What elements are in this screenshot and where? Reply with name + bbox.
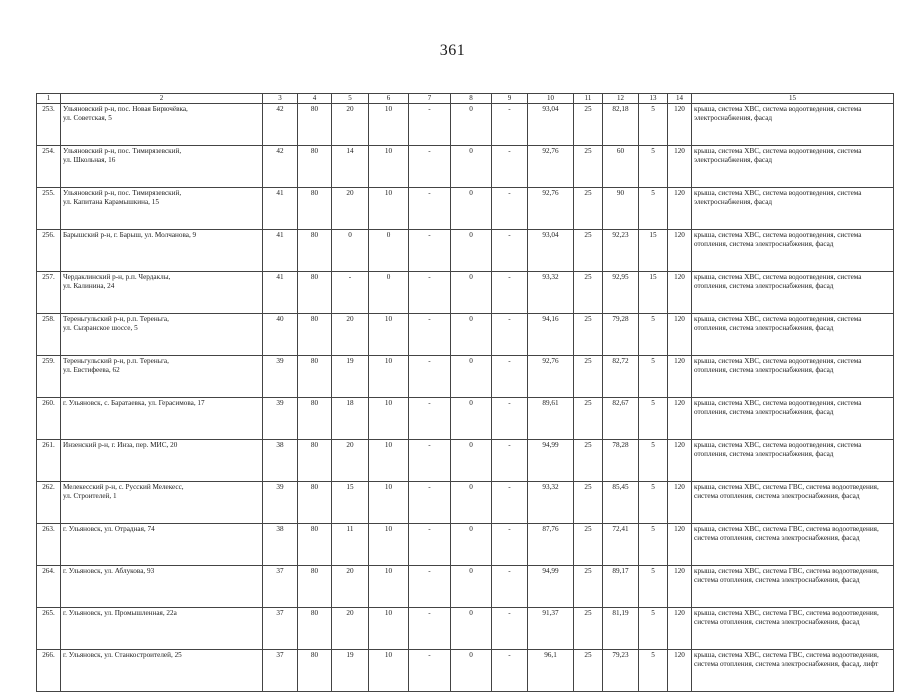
value-cell-c5: 20 <box>332 608 369 650</box>
value-cell-c5: 18 <box>332 398 369 440</box>
column-header: 11 <box>574 94 603 104</box>
value-cell-c6: 10 <box>369 398 409 440</box>
value-cell-c13: 15 <box>639 230 668 272</box>
column-header: 10 <box>528 94 574 104</box>
value-cell-c13: 5 <box>639 146 668 188</box>
value-cell-c7: - <box>409 230 451 272</box>
address-cell <box>61 608 263 650</box>
value-cell-c13: 5 <box>639 650 668 692</box>
value-cell-c8: 0 <box>451 314 492 356</box>
address-cell <box>61 524 263 566</box>
value-cell-c5: 19 <box>332 356 369 398</box>
table-row <box>37 650 894 692</box>
address-line-1: г. Ульяновск, ул. Отрадная, 74 <box>63 525 155 533</box>
row-number-cell: 260. <box>37 398 61 440</box>
value-cell-c10: 93,32 <box>528 482 574 524</box>
value-cell-c8: 0 <box>451 608 492 650</box>
value-cell-c14: 120 <box>668 482 692 524</box>
value-cell-c7: - <box>409 524 451 566</box>
value-cell-c5: 20 <box>332 440 369 482</box>
address-line-1: Ульяновский р-н, пос. Тимирязевский, <box>63 147 182 155</box>
value-cell-c14: 120 <box>668 314 692 356</box>
works-cell: крыша, система ХВС, система ГВС, система водоотведения, система отопления, система электроснабжения, фасад <box>692 524 894 566</box>
value-cell-c11: 25 <box>574 272 603 314</box>
value-cell-c3: 41 <box>263 230 298 272</box>
value-cell-c12: 79,23 <box>603 650 639 692</box>
row-number-cell: 266. <box>37 650 61 692</box>
value-cell-c10: 89,61 <box>528 398 574 440</box>
value-cell-c10: 93,04 <box>528 230 574 272</box>
value-cell-c11: 25 <box>574 440 603 482</box>
value-cell-c4: 80 <box>298 608 332 650</box>
value-cell-c14: 120 <box>668 356 692 398</box>
value-cell-c10: 94,99 <box>528 440 574 482</box>
value-cell-c7: - <box>409 566 451 608</box>
value-cell-c14: 120 <box>668 104 692 146</box>
table-row <box>37 188 894 230</box>
value-cell-c4: 80 <box>298 566 332 608</box>
value-cell-c7: - <box>409 146 451 188</box>
value-cell-c4: 80 <box>298 188 332 230</box>
address-cell <box>61 230 263 272</box>
value-cell-c5: 20 <box>332 314 369 356</box>
value-cell-c12: 79,28 <box>603 314 639 356</box>
value-cell-c14: 120 <box>668 230 692 272</box>
address-line-2: ул. Евстифеева, 62 <box>63 366 120 374</box>
address-line-1: Барышский р-н, г. Барыш, ул. Молчанова, 9 <box>63 231 197 239</box>
value-cell-c8: 0 <box>451 398 492 440</box>
value-cell-c11: 25 <box>574 188 603 230</box>
value-cell-c10: 91,37 <box>528 608 574 650</box>
table-row <box>37 440 894 482</box>
table-row <box>37 104 894 146</box>
address-line-2: ул. Школьная, 16 <box>63 156 116 164</box>
value-cell-c9: - <box>492 146 528 188</box>
value-cell-c8: 0 <box>451 566 492 608</box>
value-cell-c10: 96,1 <box>528 650 574 692</box>
table-row <box>37 146 894 188</box>
value-cell-c6: 0 <box>369 272 409 314</box>
value-cell-c6: 10 <box>369 566 409 608</box>
works-cell: крыша, система ХВС, система ГВС, система водоотведения, система отопления, система электроснабжения, фасад <box>692 566 894 608</box>
row-number-cell: 258. <box>37 314 61 356</box>
value-cell-c12: 82,72 <box>603 356 639 398</box>
address-cell <box>61 272 263 314</box>
value-cell-c4: 80 <box>298 482 332 524</box>
works-cell: крыша, система ХВС, система водоотведения, система отопления, система электроснабжения, фасад <box>692 314 894 356</box>
table-row <box>37 398 894 440</box>
column-header: 5 <box>332 94 369 104</box>
column-number-header-row <box>37 94 894 104</box>
table-row <box>37 314 894 356</box>
value-cell-c6: 10 <box>369 356 409 398</box>
works-cell: крыша, система ХВС, система водоотведения, система отопления, система электроснабжения, фасад <box>692 356 894 398</box>
address-line-2: ул. Калинина, 24 <box>63 282 115 290</box>
value-cell-c11: 25 <box>574 314 603 356</box>
address-cell <box>61 356 263 398</box>
address-cell <box>61 146 263 188</box>
value-cell-c4: 80 <box>298 356 332 398</box>
value-cell-c3: 37 <box>263 608 298 650</box>
address-line-1: Инзенский р-н, г. Инза, пер. МИС, 20 <box>63 441 178 449</box>
works-cell: крыша, система ХВС, система водоотведения, система отопления, система электроснабжения, фасад <box>692 440 894 482</box>
address-line-1: г. Ульяновск, ул. Аблукова, 93 <box>63 567 155 575</box>
value-cell-c6: 10 <box>369 650 409 692</box>
column-header: 7 <box>409 94 451 104</box>
value-cell-c10: 92,76 <box>528 146 574 188</box>
value-cell-c5: 15 <box>332 482 369 524</box>
works-cell: крыша, система ХВС, система водоотведения, система отопления, система электроснабжения, фасад <box>692 272 894 314</box>
value-cell-c9: - <box>492 398 528 440</box>
works-cell: крыша, система ХВС, система ГВС, система водоотведения, система отопления, система электроснабжения, фасад, лифт <box>692 650 894 692</box>
table-row <box>37 356 894 398</box>
value-cell-c13: 5 <box>639 566 668 608</box>
table-row <box>37 482 894 524</box>
value-cell-c3: 39 <box>263 398 298 440</box>
column-header: 3 <box>263 94 298 104</box>
value-cell-c14: 120 <box>668 398 692 440</box>
column-header: 12 <box>603 94 639 104</box>
value-cell-c4: 80 <box>298 230 332 272</box>
value-cell-c9: - <box>492 356 528 398</box>
value-cell-c13: 5 <box>639 398 668 440</box>
value-cell-c3: 38 <box>263 524 298 566</box>
value-cell-c7: - <box>409 440 451 482</box>
column-header: 15 <box>692 94 894 104</box>
value-cell-c12: 78,28 <box>603 440 639 482</box>
value-cell-c14: 120 <box>668 146 692 188</box>
value-cell-c11: 25 <box>574 146 603 188</box>
value-cell-c11: 25 <box>574 650 603 692</box>
value-cell-c12: 72,41 <box>603 524 639 566</box>
value-cell-c12: 92,23 <box>603 230 639 272</box>
table-row <box>37 608 894 650</box>
value-cell-c14: 120 <box>668 524 692 566</box>
value-cell-c12: 90 <box>603 188 639 230</box>
value-cell-c6: 10 <box>369 146 409 188</box>
value-cell-c10: 92,76 <box>528 356 574 398</box>
row-number-cell: 261. <box>37 440 61 482</box>
works-cell: крыша, система ХВС, система водоотведения, система отопления, система электроснабжения, фасад <box>692 398 894 440</box>
row-number-cell: 256. <box>37 230 61 272</box>
value-cell-c7: - <box>409 608 451 650</box>
value-cell-c7: - <box>409 482 451 524</box>
value-cell-c9: - <box>492 608 528 650</box>
value-cell-c5: 19 <box>332 650 369 692</box>
address-line-2: ул. Сызранское шоссе, 5 <box>63 324 138 332</box>
value-cell-c13: 5 <box>639 356 668 398</box>
address-line-1: Тереньгульский р-н, р.п. Тереньга, <box>63 315 169 323</box>
address-line-2: ул. Строителей, 1 <box>63 492 117 500</box>
column-header: 9 <box>492 94 528 104</box>
value-cell-c5: 20 <box>332 566 369 608</box>
address-line-1: Тереньгульский р-н, р.п. Тереньга, <box>63 357 169 365</box>
address-line-1: Ульяновский р-н, пос. Новая Бирючёвка, <box>63 105 188 113</box>
address-cell <box>61 440 263 482</box>
value-cell-c3: 37 <box>263 566 298 608</box>
works-cell: крыша, система ХВС, система водоотведения, система электроснабжения, фасад <box>692 146 894 188</box>
value-cell-c5: 0 <box>332 230 369 272</box>
value-cell-c9: - <box>492 104 528 146</box>
value-cell-c7: - <box>409 356 451 398</box>
address-line-1: г. Ульяновск, ул. Станкостроителей, 25 <box>63 651 182 659</box>
value-cell-c12: 92,95 <box>603 272 639 314</box>
value-cell-c10: 94,99 <box>528 566 574 608</box>
value-cell-c14: 120 <box>668 440 692 482</box>
works-cell: крыша, система ХВС, система водоотведения, система отопления, система электроснабжения, фасад <box>692 230 894 272</box>
value-cell-c4: 80 <box>298 398 332 440</box>
value-cell-c3: 42 <box>263 146 298 188</box>
value-cell-c12: 60 <box>603 146 639 188</box>
value-cell-c8: 0 <box>451 104 492 146</box>
value-cell-c7: - <box>409 314 451 356</box>
value-cell-c10: 87,76 <box>528 524 574 566</box>
value-cell-c6: 0 <box>369 230 409 272</box>
value-cell-c12: 85,45 <box>603 482 639 524</box>
value-cell-c9: - <box>492 566 528 608</box>
value-cell-c14: 120 <box>668 566 692 608</box>
value-cell-c3: 41 <box>263 188 298 230</box>
value-cell-c5: 20 <box>332 104 369 146</box>
value-cell-c5: 14 <box>332 146 369 188</box>
value-cell-c3: 39 <box>263 482 298 524</box>
row-number-cell: 262. <box>37 482 61 524</box>
row-number-cell: 263. <box>37 524 61 566</box>
value-cell-c10: 94,16 <box>528 314 574 356</box>
value-cell-c7: - <box>409 188 451 230</box>
table-body <box>37 94 894 692</box>
value-cell-c13: 5 <box>639 104 668 146</box>
address-cell <box>61 482 263 524</box>
address-line-2: ул. Советская, 5 <box>63 114 112 122</box>
row-number-cell: 265. <box>37 608 61 650</box>
value-cell-c13: 5 <box>639 482 668 524</box>
value-cell-c11: 25 <box>574 398 603 440</box>
address-line-1: г. Ульяновск, с. Баратаевка, ул. Герасимова, 17 <box>63 399 205 407</box>
value-cell-c5: - <box>332 272 369 314</box>
value-cell-c3: 40 <box>263 314 298 356</box>
value-cell-c4: 80 <box>298 272 332 314</box>
works-cell: крыша, система ХВС, система ГВС, система водоотведения, система отопления, система электроснабжения, фасад <box>692 608 894 650</box>
table-row <box>37 566 894 608</box>
address-line-1: Чердаклинский р-н, р.п. Чердаклы, <box>63 273 171 281</box>
value-cell-c14: 120 <box>668 272 692 314</box>
value-cell-c5: 11 <box>332 524 369 566</box>
value-cell-c11: 25 <box>574 230 603 272</box>
value-cell-c9: - <box>492 524 528 566</box>
value-cell-c13: 5 <box>639 524 668 566</box>
row-number-cell: 253. <box>37 104 61 146</box>
value-cell-c14: 120 <box>668 650 692 692</box>
row-number-cell: 259. <box>37 356 61 398</box>
value-cell-c9: - <box>492 314 528 356</box>
value-cell-c8: 0 <box>451 272 492 314</box>
value-cell-c10: 92,76 <box>528 188 574 230</box>
address-cell <box>61 566 263 608</box>
value-cell-c11: 25 <box>574 356 603 398</box>
value-cell-c12: 82,67 <box>603 398 639 440</box>
column-header: 6 <box>369 94 409 104</box>
value-cell-c4: 80 <box>298 650 332 692</box>
works-cell: крыша, система ХВС, система ГВС, система водоотведения, система отопления, система электроснабжения, фасад <box>692 482 894 524</box>
value-cell-c9: - <box>492 230 528 272</box>
value-cell-c12: 89,17 <box>603 566 639 608</box>
value-cell-c9: - <box>492 650 528 692</box>
value-cell-c9: - <box>492 188 528 230</box>
value-cell-c6: 10 <box>369 608 409 650</box>
value-cell-c11: 25 <box>574 608 603 650</box>
value-cell-c8: 0 <box>451 440 492 482</box>
value-cell-c11: 25 <box>574 524 603 566</box>
column-header: 4 <box>298 94 332 104</box>
value-cell-c9: - <box>492 272 528 314</box>
value-cell-c7: - <box>409 398 451 440</box>
works-cell: крыша, система ХВС, система водоотведения, система электроснабжения, фасад <box>692 104 894 146</box>
value-cell-c7: - <box>409 272 451 314</box>
value-cell-c4: 80 <box>298 146 332 188</box>
value-cell-c8: 0 <box>451 650 492 692</box>
value-cell-c5: 20 <box>332 188 369 230</box>
column-header: 2 <box>61 94 263 104</box>
value-cell-c13: 15 <box>639 272 668 314</box>
value-cell-c13: 5 <box>639 188 668 230</box>
value-cell-c7: - <box>409 104 451 146</box>
value-cell-c8: 0 <box>451 230 492 272</box>
value-cell-c13: 5 <box>639 440 668 482</box>
address-line-1: Ульяновский р-н, пос. Тимирязевский, <box>63 189 182 197</box>
value-cell-c3: 39 <box>263 356 298 398</box>
value-cell-c4: 80 <box>298 440 332 482</box>
value-cell-c8: 0 <box>451 188 492 230</box>
value-cell-c8: 0 <box>451 482 492 524</box>
value-cell-c6: 10 <box>369 440 409 482</box>
address-line-2: ул. Капитана Карамышкина, 15 <box>63 198 159 206</box>
value-cell-c10: 93,04 <box>528 104 574 146</box>
value-cell-c8: 0 <box>451 524 492 566</box>
value-cell-c6: 10 <box>369 482 409 524</box>
value-cell-c6: 10 <box>369 314 409 356</box>
address-cell <box>61 188 263 230</box>
value-cell-c4: 80 <box>298 314 332 356</box>
value-cell-c6: 10 <box>369 188 409 230</box>
value-cell-c14: 120 <box>668 188 692 230</box>
value-cell-c6: 10 <box>369 524 409 566</box>
housing-registry-table <box>36 93 894 692</box>
value-cell-c3: 42 <box>263 104 298 146</box>
column-header: 8 <box>451 94 492 104</box>
address-cell <box>61 398 263 440</box>
row-number-cell: 254. <box>37 146 61 188</box>
row-number-cell: 255. <box>37 188 61 230</box>
value-cell-c12: 81,19 <box>603 608 639 650</box>
address-line-1: Мелекесский р-н, с. Русский Мелекесс, <box>63 483 184 491</box>
value-cell-c4: 80 <box>298 524 332 566</box>
address-line-1: г. Ульяновск, ул. Промышленная, 22а <box>63 609 177 617</box>
value-cell-c3: 38 <box>263 440 298 482</box>
value-cell-c9: - <box>492 440 528 482</box>
value-cell-c11: 25 <box>574 566 603 608</box>
column-header: 14 <box>668 94 692 104</box>
value-cell-c14: 120 <box>668 608 692 650</box>
table-row <box>37 272 894 314</box>
works-cell: крыша, система ХВС, система водоотведения, система электроснабжения, фасад <box>692 188 894 230</box>
table-row <box>37 230 894 272</box>
value-cell-c7: - <box>409 650 451 692</box>
address-cell <box>61 104 263 146</box>
value-cell-c10: 93,32 <box>528 272 574 314</box>
value-cell-c3: 37 <box>263 650 298 692</box>
value-cell-c3: 41 <box>263 272 298 314</box>
address-cell <box>61 314 263 356</box>
page-number: 361 <box>439 42 466 59</box>
value-cell-c6: 10 <box>369 104 409 146</box>
row-number-cell: 264. <box>37 566 61 608</box>
value-cell-c9: - <box>492 482 528 524</box>
value-cell-c12: 82,18 <box>603 104 639 146</box>
value-cell-c8: 0 <box>451 146 492 188</box>
value-cell-c4: 80 <box>298 104 332 146</box>
column-header: 13 <box>639 94 668 104</box>
address-cell <box>61 650 263 692</box>
value-cell-c13: 5 <box>639 608 668 650</box>
value-cell-c13: 5 <box>639 314 668 356</box>
value-cell-c11: 25 <box>574 482 603 524</box>
row-number-cell: 257. <box>37 272 61 314</box>
table-row <box>37 524 894 566</box>
column-header: 1 <box>37 94 61 104</box>
value-cell-c11: 25 <box>574 104 603 146</box>
value-cell-c8: 0 <box>451 356 492 398</box>
